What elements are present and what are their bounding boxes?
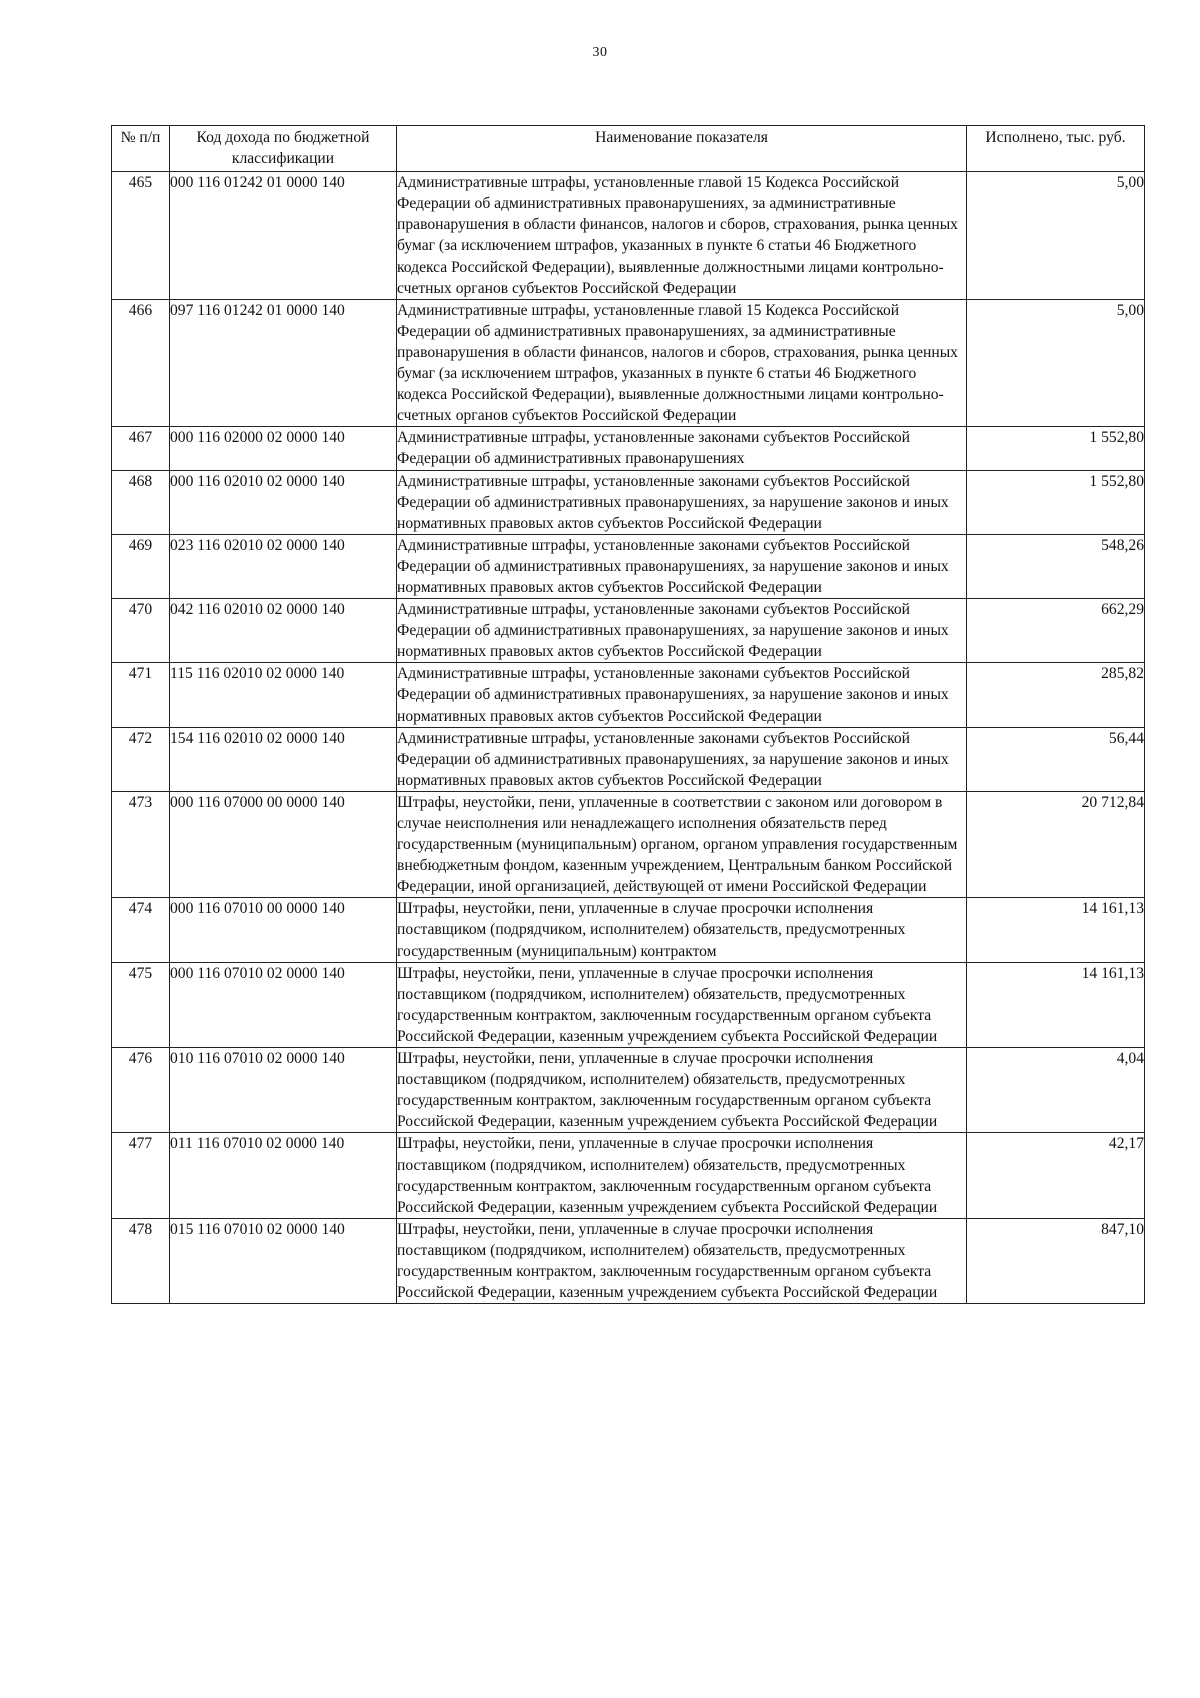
table-row <box>112 427 1145 470</box>
revenue-code: 010 116 07010 02 0000 140 <box>170 1048 397 1133</box>
row-number: 467 <box>112 427 170 470</box>
table-row <box>112 1048 1145 1133</box>
row-number: 466 <box>112 299 170 427</box>
executed-amount: 662,29 <box>967 599 1145 663</box>
row-number: 473 <box>112 791 170 897</box>
table-header-row <box>112 126 1145 172</box>
row-number: 470 <box>112 599 170 663</box>
indicator-name: Административные штрафы, установленные законами субъектов Российской Федерации об административных правонарушениях <box>397 427 967 470</box>
executed-amount: 20 712,84 <box>967 791 1145 897</box>
indicator-name: Штрафы, неустойки, пени, уплаченные в случае просрочки исполнения поставщиком (подрядчиком, исполнителем) обязательств, предусмотренных государственным контрактом, заключенным государственным органом субъекта Российской Федерации, казенным учреждением субъекта Российской Федерации <box>397 962 967 1047</box>
row-number: 471 <box>112 663 170 727</box>
row-number: 472 <box>112 727 170 791</box>
row-number: 476 <box>112 1048 170 1133</box>
header-indicator-name: Наименование показателя <box>397 126 967 172</box>
indicator-name: Административные штрафы, установленные законами субъектов Российской Федерации об административных правонарушениях, за нарушение законов и иных нормативных правовых актов субъектов Российской Федерации <box>397 663 967 727</box>
revenue-code: 154 116 02010 02 0000 140 <box>170 727 397 791</box>
header-executed-amount: Исполнено, тыс. руб. <box>967 126 1145 172</box>
executed-amount: 1 552,80 <box>967 470 1145 534</box>
table-row <box>112 1133 1145 1218</box>
table-row <box>112 727 1145 791</box>
executed-amount: 4,04 <box>967 1048 1145 1133</box>
indicator-name: Административные штрафы, установленные законами субъектов Российской Федерации об административных правонарушениях, за нарушение законов и иных нормативных правовых актов субъектов Российской Федерации <box>397 534 967 598</box>
row-number: 475 <box>112 962 170 1047</box>
table-row <box>112 1218 1145 1303</box>
row-number: 468 <box>112 470 170 534</box>
header-revenue-code: Код дохода по бюджетной классификации <box>170 126 397 172</box>
table-row <box>112 962 1145 1047</box>
revenue-code: 000 116 01242 01 0000 140 <box>170 172 397 300</box>
executed-amount: 285,82 <box>967 663 1145 727</box>
page-number: 30 <box>592 45 608 60</box>
revenue-code: 000 116 02010 02 0000 140 <box>170 470 397 534</box>
executed-amount: 5,00 <box>967 172 1145 300</box>
executed-amount: 42,17 <box>967 1133 1145 1218</box>
table-row <box>112 470 1145 534</box>
header-row-number: № п/п <box>112 126 170 172</box>
revenue-code: 011 116 07010 02 0000 140 <box>170 1133 397 1218</box>
indicator-name: Административные штрафы, установленные главой 15 Кодекса Российской Федерации об административных правонарушениях, за административные правонарушения в области финансов, налогов и сборов, страхования, рынка ценных бумаг (за исключением штрафов, указанных в пункте 6 статьи 46 Бюджетного кодекса Российской Федерации), выявленные должностными лицами контрольно-счетных органов субъектов Российской Федерации <box>397 172 967 300</box>
executed-amount: 847,10 <box>967 1218 1145 1303</box>
revenue-code: 042 116 02010 02 0000 140 <box>170 599 397 663</box>
revenue-code: 000 116 07010 02 0000 140 <box>170 962 397 1047</box>
indicator-name: Административные штрафы, установленные законами субъектов Российской Федерации об административных правонарушениях, за нарушение законов и иных нормативных правовых актов субъектов Российской Федерации <box>397 727 967 791</box>
indicator-name: Штрафы, неустойки, пени, уплаченные в случае просрочки исполнения поставщиком (подрядчиком, исполнителем) обязательств, предусмотренных государственным (муниципальным) контрактом <box>397 898 967 962</box>
table-row <box>112 791 1145 897</box>
table-row <box>112 663 1145 727</box>
revenue-code: 023 116 02010 02 0000 140 <box>170 534 397 598</box>
indicator-name: Административные штрафы, установленные законами субъектов Российской Федерации об административных правонарушениях, за нарушение законов и иных нормативных правовых актов субъектов Российской Федерации <box>397 470 967 534</box>
revenue-code: 097 116 01242 01 0000 140 <box>170 299 397 427</box>
indicator-name: Административные штрафы, установленные законами субъектов Российской Федерации об административных правонарушениях, за нарушение законов и иных нормативных правовых актов субъектов Российской Федерации <box>397 599 967 663</box>
table-row <box>112 599 1145 663</box>
executed-amount: 14 161,13 <box>967 962 1145 1047</box>
executed-amount: 56,44 <box>967 727 1145 791</box>
row-number: 474 <box>112 898 170 962</box>
table-row <box>112 898 1145 962</box>
row-number: 478 <box>112 1218 170 1303</box>
revenue-code: 115 116 02010 02 0000 140 <box>170 663 397 727</box>
indicator-name: Штрафы, неустойки, пени, уплаченные в случае просрочки исполнения поставщиком (подрядчиком, исполнителем) обязательств, предусмотренных государственным контрактом, заключенным государственным органом субъекта Российской Федерации, казенным учреждением субъекта Российской Федерации <box>397 1133 967 1218</box>
row-number: 469 <box>112 534 170 598</box>
table-row <box>112 534 1145 598</box>
executed-amount: 548,26 <box>967 534 1145 598</box>
revenue-code: 000 116 07010 00 0000 140 <box>170 898 397 962</box>
row-number: 477 <box>112 1133 170 1218</box>
revenue-code: 000 116 02000 02 0000 140 <box>170 427 397 470</box>
row-number: 465 <box>112 172 170 300</box>
indicator-name: Штрафы, неустойки, пени, уплаченные в соответствии с законом или договором в случае неисполнения или ненадлежащего исполнения обязательств перед государственным (муниципальным) органом, органом управления государственным внебюджетным фондом, казенным учреждением, Центральным банком Российской Федерации, иной организацией, действующей от имени Российской Федерации <box>397 791 967 897</box>
revenue-code: 015 116 07010 02 0000 140 <box>170 1218 397 1303</box>
executed-amount: 14 161,13 <box>967 898 1145 962</box>
table-row <box>112 299 1145 427</box>
indicator-name: Штрафы, неустойки, пени, уплаченные в случае просрочки исполнения поставщиком (подрядчиком, исполнителем) обязательств, предусмотренных государственным контрактом, заключенным государственным органом субъекта Российской Федерации, казенным учреждением субъекта Российской Федерации <box>397 1218 967 1303</box>
revenue-table <box>111 125 1145 1304</box>
revenue-code: 000 116 07000 00 0000 140 <box>170 791 397 897</box>
indicator-name: Штрафы, неустойки, пени, уплаченные в случае просрочки исполнения поставщиком (подрядчиком, исполнителем) обязательств, предусмотренных государственным контрактом, заключенным государственным органом субъекта Российской Федерации, казенным учреждением субъекта Российской Федерации <box>397 1048 967 1133</box>
executed-amount: 5,00 <box>967 299 1145 427</box>
indicator-name: Административные штрафы, установленные главой 15 Кодекса Российской Федерации об административных правонарушениях, за административные правонарушения в области финансов, налогов и сборов, страхования, рынка ценных бумаг (за исключением штрафов, указанных в пункте 6 статьи 46 Бюджетного кодекса Российской Федерации), выявленные должностными лицами контрольно-счетных органов субъектов Российской Федерации <box>397 299 967 427</box>
executed-amount: 1 552,80 <box>967 427 1145 470</box>
table-row <box>112 172 1145 300</box>
